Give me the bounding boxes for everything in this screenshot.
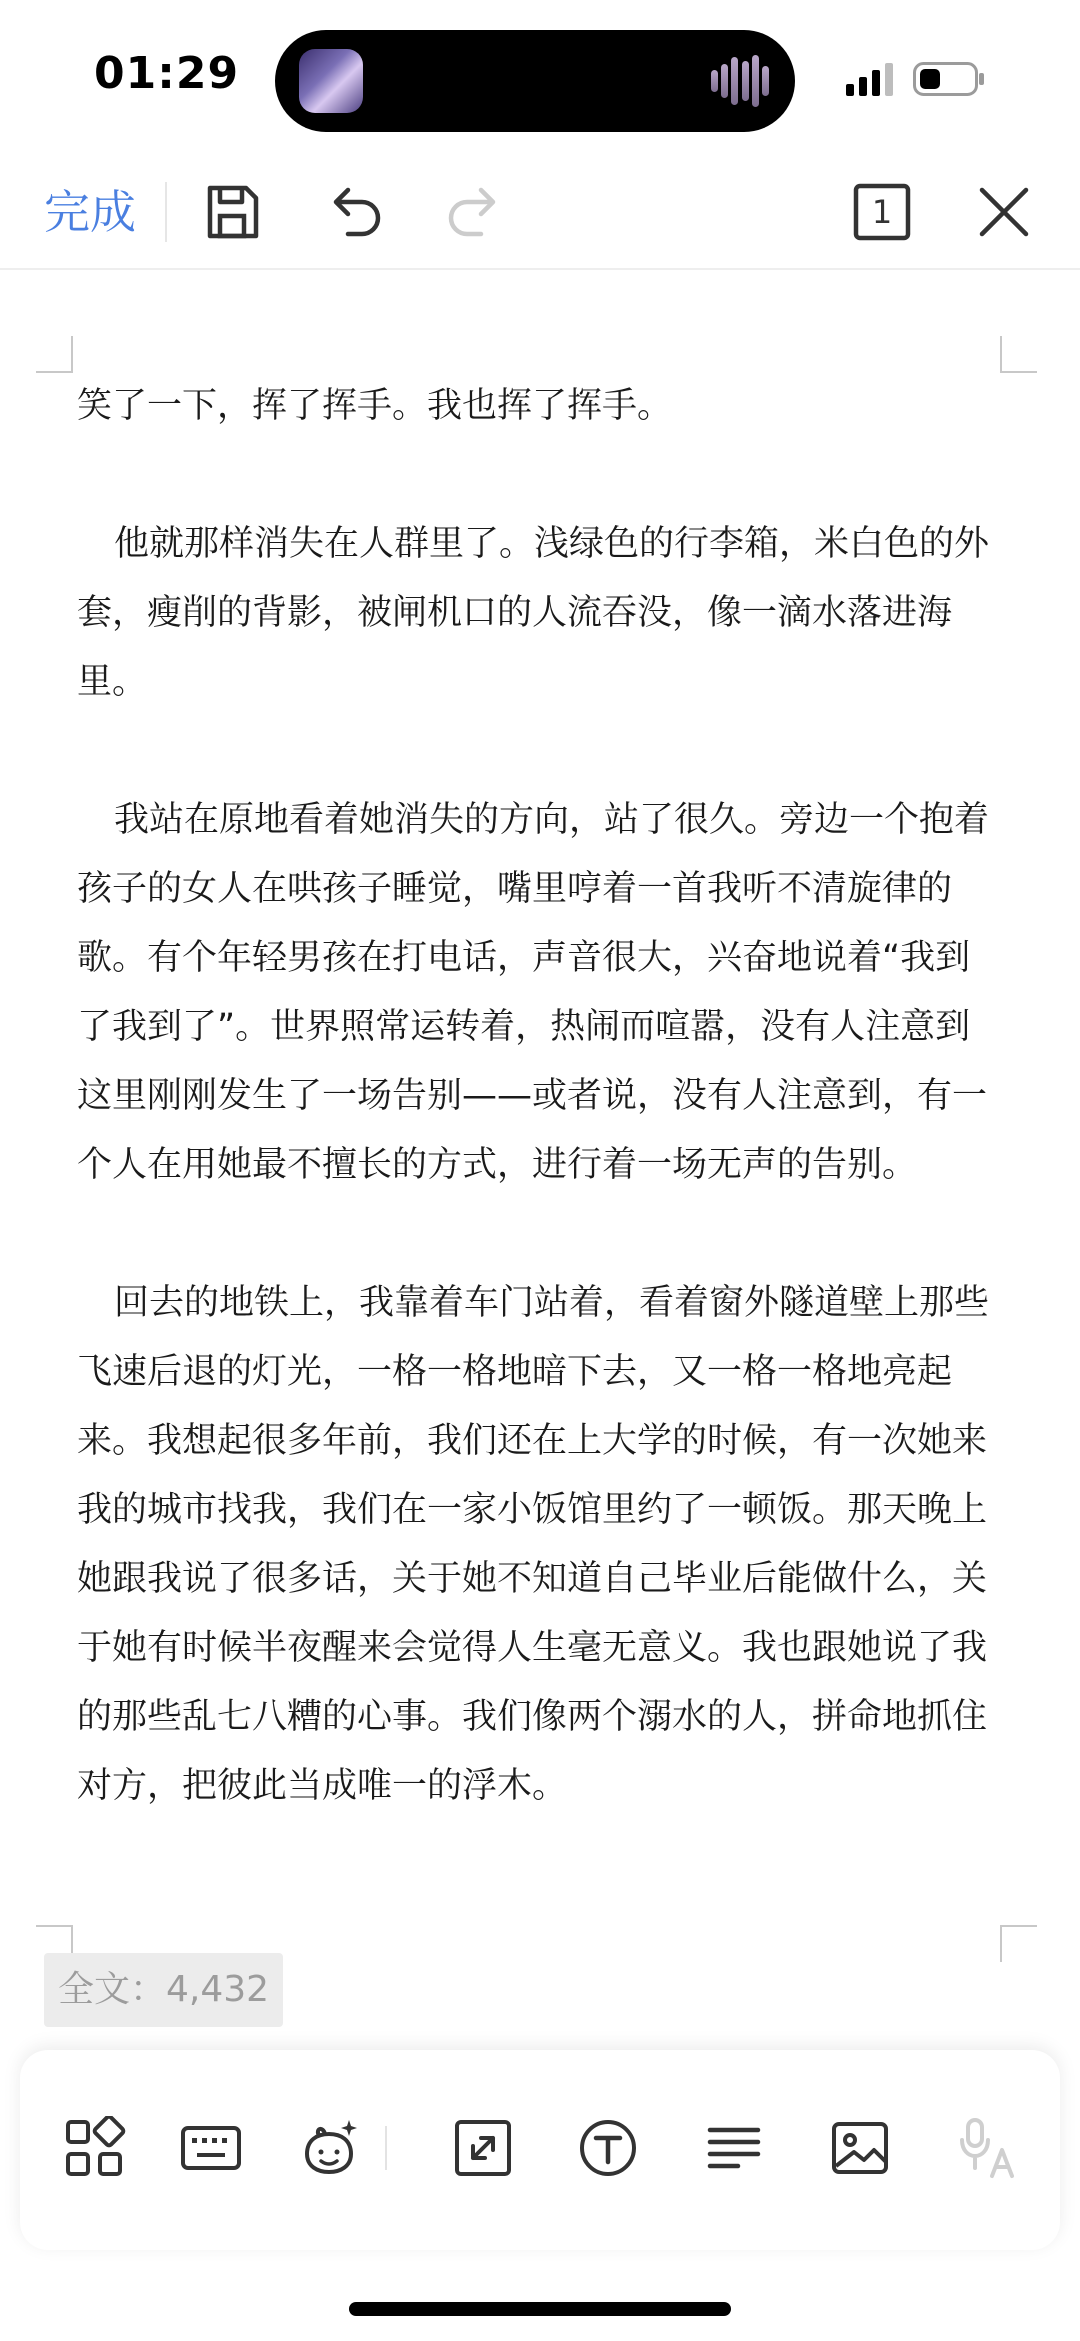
status-time: 01:29: [94, 48, 240, 99]
home-indicator[interactable]: [349, 2302, 731, 2316]
cellular-signal-icon: [846, 62, 896, 96]
battery-icon: [913, 62, 985, 96]
paragraph[interactable]: 笑了一下，挥了挥手。我也挥了挥手。: [77, 386, 673, 426]
undo-icon[interactable]: [322, 180, 386, 244]
close-icon[interactable]: [972, 180, 1036, 244]
redo-icon[interactable]: [443, 180, 507, 244]
status-bar: [0, 0, 1080, 160]
word-count-badge[interactable]: 全文：4,432: [44, 1953, 283, 2027]
audio-waveform-icon: [711, 52, 769, 110]
editor-toolbar: [0, 160, 1080, 270]
paragraph-spacer: [77, 441, 1003, 510]
page-count-label: 1: [871, 193, 893, 231]
document-body[interactable]: [77, 372, 1003, 1821]
toolbar-divider: [385, 2126, 387, 2170]
apps-grid-icon[interactable]: [62, 2116, 126, 2180]
document-page[interactable]: [0, 272, 1080, 1962]
paragraph-spacer: [77, 717, 1003, 786]
paragraph[interactable]: 回去的地铁上，我靠着车门站着，看着窗外隧道壁上那些飞速后退的灯光，一格一格地暗下去，又一格一格地亮起来。我想起很多年前，我们还在上大学的时候，有一次她来我的城市找我，我们在一家小饭馆里约了一顿饭。那天晚上她跟我说了很多话，关于她不知道自己毕业后能做什么，关于她有时候半夜醒来会觉得人生毫无意义。我也跟她说了我的那些乱七八糟的心事。我们像两个溺水的人，拼命地抓住对方，把彼此当成唯一的浮木。: [77, 1283, 990, 1806]
voice-translate-icon[interactable]: [954, 2116, 1018, 2180]
ai-assistant-icon[interactable]: [297, 2116, 361, 2180]
page-count-button[interactable]: [850, 180, 914, 244]
page-corner-mark: [36, 336, 76, 376]
insert-image-icon[interactable]: [828, 2116, 892, 2180]
page-corner-mark: [997, 1922, 1037, 1962]
fullscreen-icon[interactable]: [451, 2116, 515, 2180]
paragraph-spacer: [77, 1200, 1003, 1269]
bottom-toolbar: [20, 2050, 1060, 2250]
music-app-artwork-icon: [299, 49, 363, 113]
page-corner-mark: [997, 336, 1037, 376]
done-button[interactable]: 完成: [44, 185, 136, 239]
save-icon[interactable]: [200, 180, 264, 244]
paragraph-align-icon[interactable]: [702, 2116, 766, 2180]
dynamic-island[interactable]: [275, 30, 795, 132]
paragraph[interactable]: 他就那样消失在人群里了。浅绿色的行李箱，米白色的外套，瘦削的背影，被闸机口的人流吞没，像一滴水落进海里。: [77, 524, 990, 702]
text-style-icon[interactable]: [576, 2116, 640, 2180]
toolbar-divider: [165, 182, 167, 242]
paragraph[interactable]: 我站在原地看着她消失的方向，站了很久。旁边一个抱着孩子的女人在哄孩子睡觉，嘴里哼着一首我听不清旋律的歌。有个年轻男孩在打电话，声音很大，兴奋地说着“我到了我到了”。世界照常运转着，热闹而喧嚣，没有人注意到这里刚刚发生了一场告别——或者说，没有人注意到，有一个人在用她最不擅长的方式，进行着一场无声的告别。: [77, 800, 990, 1185]
keyboard-icon[interactable]: [179, 2116, 243, 2180]
